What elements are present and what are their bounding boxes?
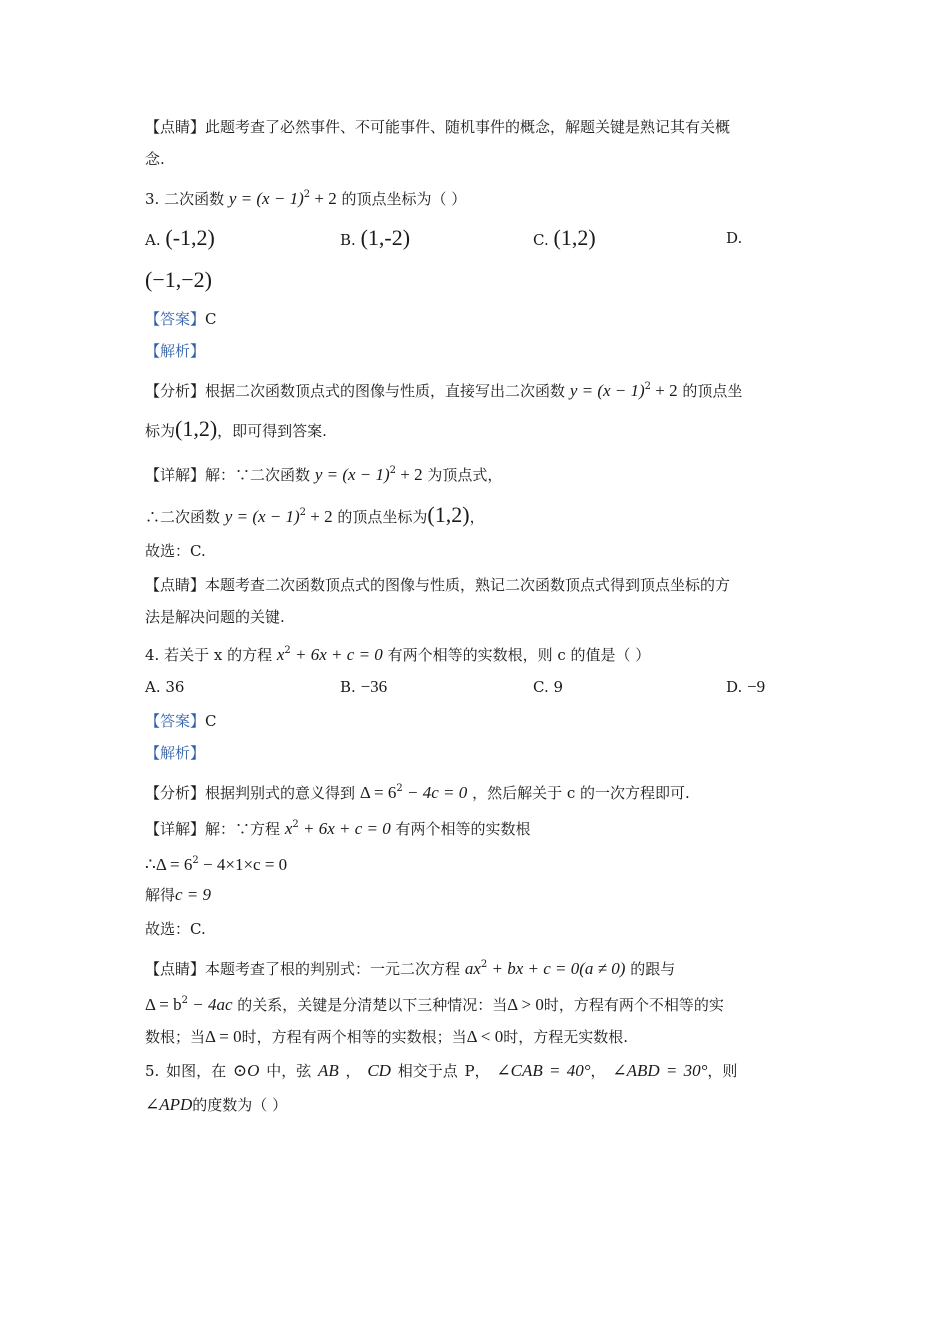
q3-function: y = (x − 1) <box>314 465 390 484</box>
option-value: (1,2) <box>553 225 596 250</box>
xiangjie-text: 解：∵二次函数 <box>205 466 311 484</box>
q4-dianjing-line-1 <box>145 954 675 980</box>
dianjing-text-cont: 念. <box>145 150 165 168</box>
q4-option-b <box>340 675 387 699</box>
angle-abd: ∠ABD = 30° <box>612 1061 708 1080</box>
q4-answer <box>145 710 217 732</box>
chord-ab: AB <box>317 1061 339 1080</box>
fenxi-tag: 【分析】 <box>145 784 206 802</box>
q4-choice <box>145 918 206 940</box>
q3-function: y = (x − 1) <box>569 381 645 400</box>
delta-eq: ∴Δ = 6 <box>145 855 193 874</box>
q3-option-d <box>145 268 212 294</box>
q3-stem-text: 3. 二次函数 <box>145 190 225 208</box>
option-value: 36 <box>165 678 185 696</box>
dianjing-text: 本题考查了根的判别式：一元二次方程 <box>205 960 461 978</box>
delta-eq-zero: Δ = 0 <box>205 1027 242 1046</box>
q3-fenxi-line-2 <box>145 418 327 442</box>
q3-function: y = (x − 1) <box>228 189 304 208</box>
q5-stem-text: ， <box>345 1062 361 1080</box>
dianjing-prev-line-2 <box>145 148 165 170</box>
q5-stem-text: 5. 如图，在 <box>145 1062 227 1080</box>
angle-cab: ∠CAB = 40° <box>496 1061 591 1080</box>
discriminant-eq-tail: − 4c = 0 <box>402 783 468 802</box>
q3-therefore-line <box>145 502 485 528</box>
analysis-tag: 【解析】 <box>145 744 206 762</box>
dianjing-text: 时，方程无实数根. <box>503 1028 628 1046</box>
q3-stem-tail: 的顶点坐标为（ ） <box>341 190 467 208</box>
q3-function: y = (x − 1) <box>224 507 300 526</box>
exponent: 2 <box>292 819 299 830</box>
q3-option-d-label <box>726 226 742 250</box>
q4-equation: x <box>284 819 293 838</box>
q3-stem <box>145 184 466 210</box>
q4-option-d <box>726 675 765 699</box>
q4-option-a <box>145 675 184 699</box>
exponent: 2 <box>480 959 488 970</box>
option-label: A. <box>145 678 161 696</box>
dianjing-text: 法是解决问题的关键. <box>145 608 285 626</box>
q3-dianjing-line-1 <box>145 574 730 596</box>
q4-stem-tail: 有两个相等的实数根，则 c 的值是（ ） <box>387 646 651 664</box>
dianjing-text: 的跟与 <box>630 960 676 978</box>
fenxi-text: 标为 <box>145 422 176 440</box>
dianjing-text: 此题考查了必然事件、不可能事件、随机事件的概念，解题关键是熟记其有关概 <box>205 118 731 136</box>
choice-text: 故选：C. <box>145 542 206 560</box>
therefore-text: 的顶点坐标为 <box>337 508 428 526</box>
fenxi-text: 根据二次函数顶点式的图像与性质，直接写出二次函数 <box>205 382 566 400</box>
q4-xiangjie-line <box>145 814 531 840</box>
vertex-point: (1,2) <box>427 502 470 527</box>
dianjing-text: 时，方程有两个不相等的实 <box>543 996 724 1014</box>
q3-function-tail: + 2 <box>651 381 678 400</box>
q3-dianjing-line-2 <box>145 606 285 628</box>
q4-equation: x <box>276 645 285 664</box>
q3-exponent: 2 <box>299 507 307 518</box>
q5-stem-text: 中，弦 <box>266 1062 312 1080</box>
q4-analysis-header <box>145 742 205 764</box>
chord-cd: CD <box>367 1061 391 1080</box>
dianjing-tag: 【点睛】 <box>145 576 206 594</box>
fenxi-text: 的顶点坐 <box>682 382 743 400</box>
q3-fenxi-line-1 <box>145 376 742 402</box>
fenxi-text: 根据判别式的意义得到 <box>205 784 356 802</box>
option-value: −9 <box>747 677 766 696</box>
q5-stem-text: ， <box>590 1062 606 1080</box>
q4-solve-line <box>145 884 211 906</box>
option-label: D. <box>726 678 743 696</box>
option-value: 9 <box>553 678 564 696</box>
dianjing-text: 时，方程有两个相等的实数根；当 <box>241 1028 467 1046</box>
delta-eq-tail: − 4×1×c = 0 <box>198 855 288 874</box>
quadratic-eq-tail: + bx + c = 0(a ≠ 0) <box>487 959 626 978</box>
q4-stem-text: 4. 若关于 x 的方程 <box>145 646 273 664</box>
answer-tag: 【答案】 <box>145 712 206 730</box>
q4-fenxi-line <box>145 778 690 804</box>
delta-lt-zero: Δ < 0 <box>466 1027 504 1046</box>
q3-function-tail: + 2 <box>306 507 333 526</box>
q3-analysis-header <box>145 340 205 362</box>
dianjing-text: 数根；当 <box>145 1028 206 1046</box>
choice-text: 故选：C. <box>145 920 206 938</box>
q3-function-tail: + 2 <box>310 189 337 208</box>
dianjing-tag: 【点睛】 <box>145 960 206 978</box>
exponent: 2 <box>181 995 188 1006</box>
q5-stem-text: 相交于点 P， <box>397 1062 490 1080</box>
q4-dianjing-line-2 <box>145 990 724 1016</box>
option-label: B. <box>340 231 356 249</box>
xiangjie-text: 解：∵方程 <box>205 820 281 838</box>
q3-exponent: 2 <box>303 189 311 200</box>
q3-exponent: 2 <box>389 465 397 476</box>
answer-value: C <box>205 310 217 328</box>
therefore-text: ， <box>469 508 485 526</box>
angle-apd: ∠APD <box>145 1095 193 1114</box>
q4-delta-line <box>145 850 287 876</box>
option-value: −36 <box>360 677 388 696</box>
q4-dianjing-line-3 <box>145 1026 628 1048</box>
option-label: A. <box>145 231 161 249</box>
option-value: (-1,2) <box>165 225 215 250</box>
exponent: 2 <box>192 855 199 866</box>
discriminant-eq: Δ = 6 <box>359 783 397 802</box>
exponent: 2 <box>396 783 403 794</box>
answer-value: C <box>205 712 217 730</box>
option-value: (1,-2) <box>360 225 411 250</box>
xiangjie-tag: 【详解】 <box>145 466 206 484</box>
q4-option-c <box>533 675 563 699</box>
solve-text: 解得 <box>145 886 176 904</box>
q3-option-b <box>340 226 410 252</box>
q3-choice <box>145 540 206 562</box>
q3-xiangjie-line <box>145 460 502 486</box>
fenxi-tag: 【分析】 <box>145 382 206 400</box>
option-label: B. <box>340 678 356 696</box>
answer-tag: 【答案】 <box>145 310 206 328</box>
q3-option-a <box>145 226 215 252</box>
q5-stem-text: ，则 <box>707 1062 738 1080</box>
q4-stem <box>145 640 650 666</box>
q5-stem-line-1 <box>145 1060 737 1082</box>
dianjing-text: 本题考查二次函数顶点式的图像与性质，熟记二次函数顶点式得到顶点坐标的方 <box>205 576 731 594</box>
quadratic-eq: ax <box>464 959 481 978</box>
xiangjie-text: 有两个相等的实数根 <box>395 820 531 838</box>
vertex-point: (1,2) <box>175 416 218 441</box>
q3-option-c <box>533 226 596 252</box>
q4-equation-tail: + 6x + c = 0 <box>290 645 383 664</box>
q4-exponent: 2 <box>284 645 291 656</box>
option-value: (−1,−2) <box>145 267 212 292</box>
dianjing-prev-line-1 <box>145 116 730 138</box>
dianjing-tag: 【点睛】 <box>145 118 206 136</box>
solve-eq: c = 9 <box>175 885 212 904</box>
q3-answer <box>145 308 217 330</box>
delta-gt-zero: Δ > 0 <box>507 995 544 1014</box>
fenxi-text: ，即可得到答案. <box>217 422 327 440</box>
analysis-tag: 【解析】 <box>145 342 206 360</box>
option-label: D. <box>726 229 743 247</box>
therefore-text: ∴二次函数 <box>145 508 221 526</box>
option-label: C. <box>533 678 549 696</box>
dianjing-text: 的关系，关键是分清楚以下三种情况：当 <box>237 996 508 1014</box>
q5-stem-line-2 <box>145 1094 287 1116</box>
discriminant-formula: Δ = b <box>145 995 182 1014</box>
q4-equation-tail: + 6x + c = 0 <box>298 819 391 838</box>
q5-stem-text: 的度数为（ ） <box>192 1096 288 1114</box>
option-label: C. <box>533 231 549 249</box>
q3-exponent: 2 <box>644 381 652 392</box>
xiangjie-text: 为顶点式， <box>427 466 503 484</box>
xiangjie-tag: 【详解】 <box>145 820 206 838</box>
fenxi-text: ，然后解关于 c 的一次方程即可. <box>472 784 690 802</box>
circle-symbol: ⊙O <box>232 1061 260 1080</box>
discriminant-formula-tail: − 4ac <box>187 995 233 1014</box>
q3-function-tail: + 2 <box>396 465 423 484</box>
